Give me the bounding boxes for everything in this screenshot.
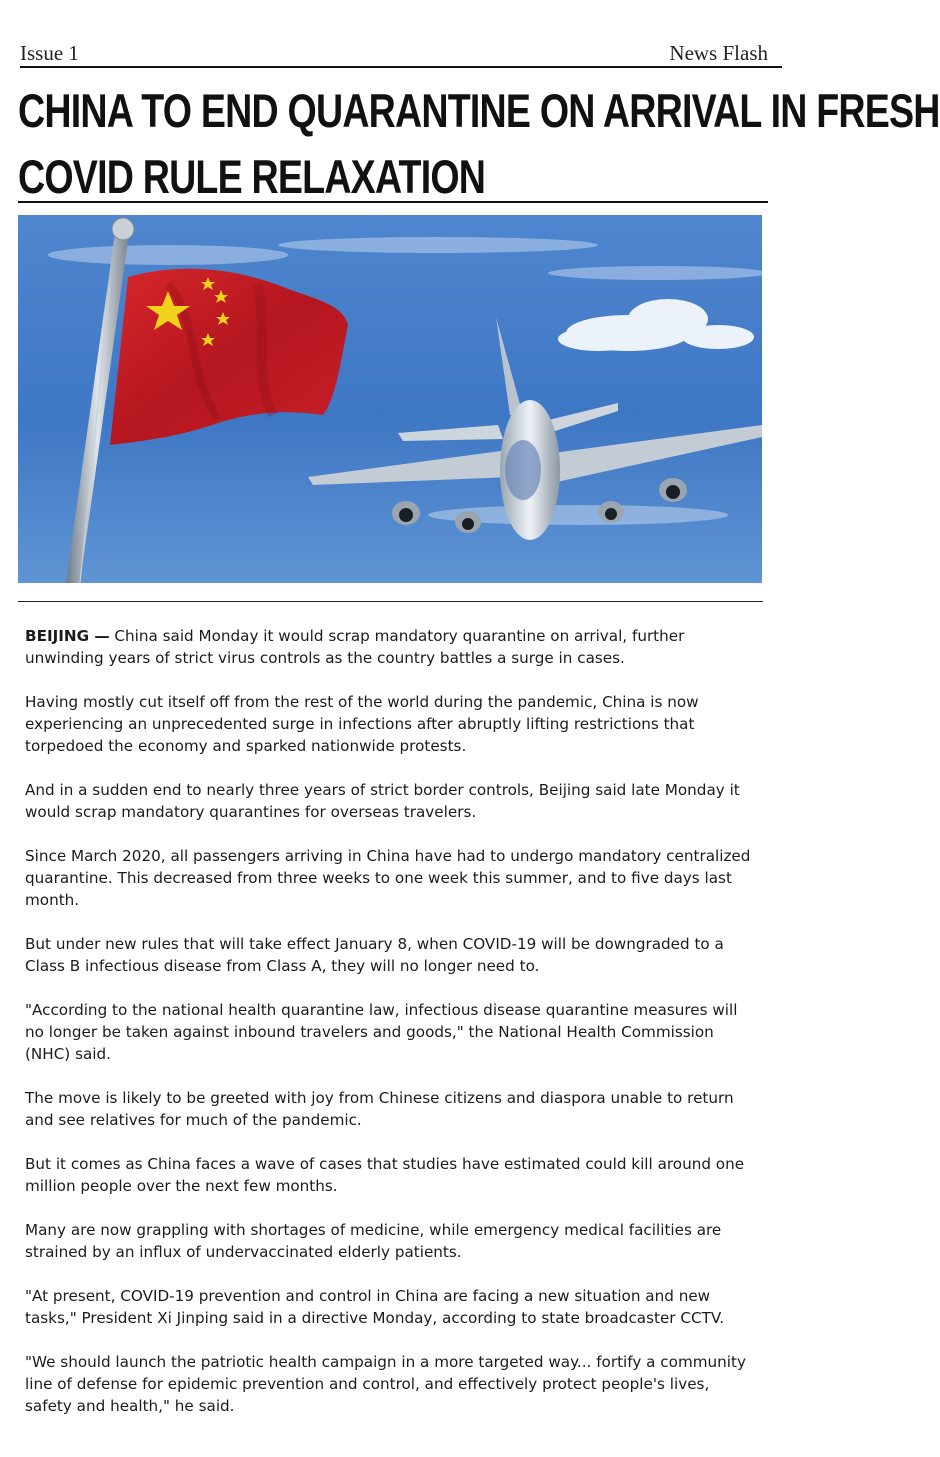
hero-photo: [18, 215, 762, 583]
paragraph-text: China said Monday it would scrap mandatory quarantine on arrival, further unwinding years of strict virus controls as the country battles a surge in cases.: [25, 627, 685, 667]
photo-flag-airplane-icon: [18, 215, 762, 583]
masthead: [20, 41, 782, 69]
headline-rule: [18, 201, 768, 203]
article-rule: [18, 601, 763, 602]
paragraph: "At present, COVID-19 prevention and control in China are facing a new situation and new tasks," President Xi Jinping said in a directive Monday, according to state broadcaster CCTV.: [25, 1287, 725, 1327]
paragraph: The move is likely to be greeted with joy from Chinese citizens and diaspora unable to return and see relatives for much of the pandemic.: [25, 1089, 734, 1129]
paragraph: "According to the national health quarantine law, infectious disease quarantine measures will no longer be taken against inbound travelers and goods," the National Health Commission (NHC) said.: [25, 1001, 738, 1063]
article-body: [25, 625, 755, 1439]
paragraph: [25, 625, 755, 669]
issue-label: Issue 1: [20, 41, 79, 65]
paragraph: But it comes as China faces a wave of cases that studies have estimated could kill around one million people over the next few months.: [25, 1155, 745, 1195]
masthead-rule: [20, 66, 782, 68]
headline-line-2: COVID RULE RELAXATION: [18, 150, 486, 203]
dateline: BEIJING —: [25, 627, 110, 645]
headline-line-1: CHINA TO END QUARANTINE ON ARRIVAL IN FRESH: [18, 84, 940, 137]
paragraph: Many are now grappling with shortages of medicine, while emergency medical facilities are strained by an influx of undervaccinated elderly patients.: [25, 1221, 722, 1261]
section-label: News Flash: [669, 41, 768, 65]
paragraph: Since March 2020, all passengers arriving in China have had to undergo mandatory centralized quarantine. This decreased from three weeks to one week this summer, and to five days last month.: [25, 847, 751, 909]
paragraph: But under new rules that will take effect January 8, when COVID-19 will be downgraded to a Class B infectious disease from Class A, they will no longer need to.: [25, 935, 724, 975]
paragraph: And in a sudden end to nearly three years of strict border controls, Beijing said late Monday it would scrap mandatory quarantines for overseas travelers.: [25, 781, 740, 821]
paragraph: Having mostly cut itself off from the rest of the world during the pandemic, China is now experiencing an unprecedented surge in infections after abruptly lifting restrictions that torpedoed the economy and sparked nationwide protests.: [25, 693, 699, 755]
headline: [18, 78, 940, 210]
paragraph: "We should launch the patriotic health campaign in a more targeted way... fortify a community line of defense for epidemic prevention and control, and effectively protect people's lives, safety and health," he said.: [25, 1353, 746, 1415]
